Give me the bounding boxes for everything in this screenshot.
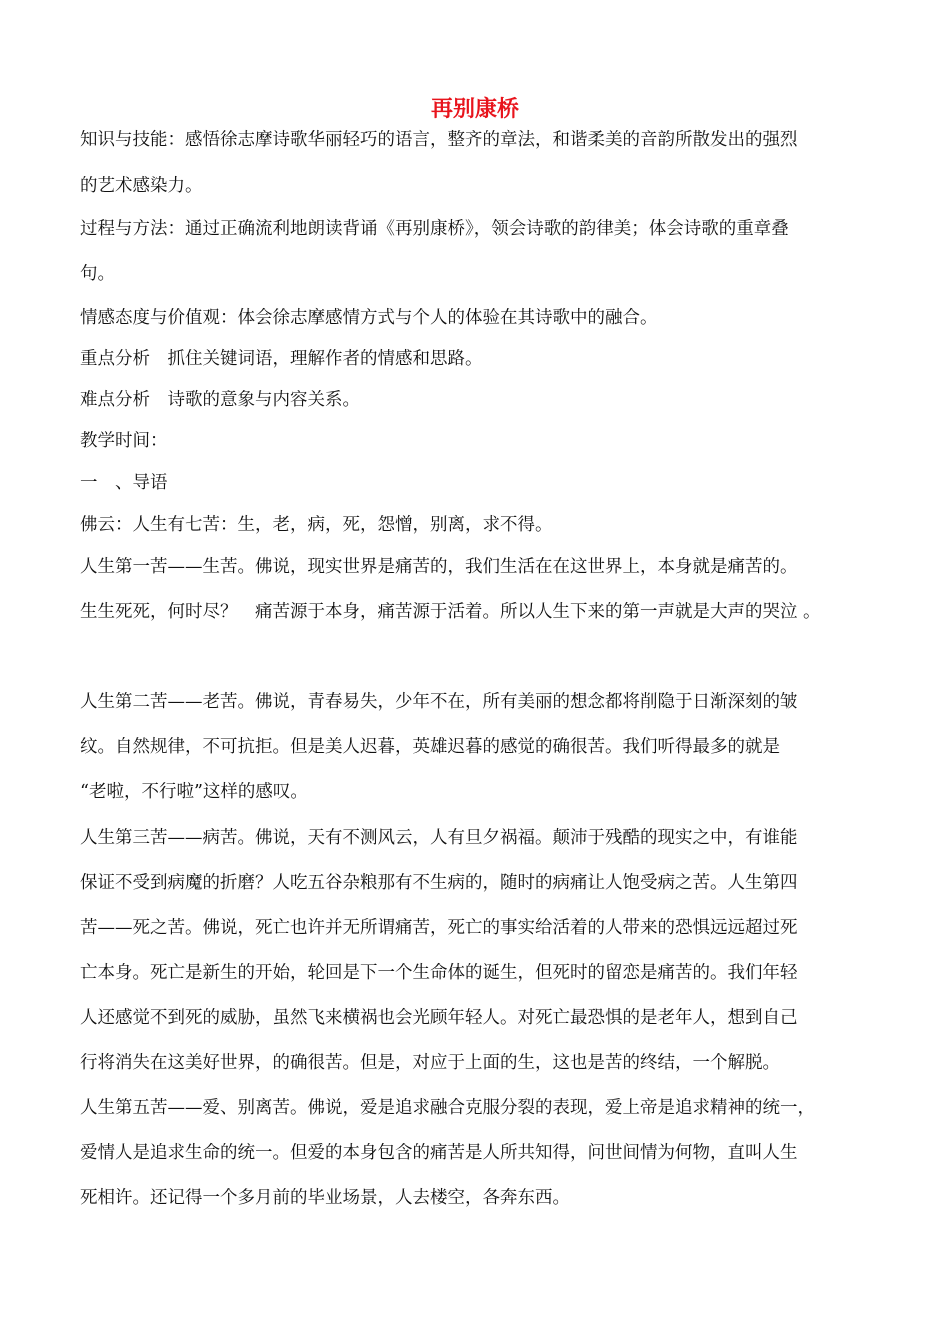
objective-knowledge-line-2: 的艺术感染力。: [80, 176, 203, 196]
key-point-line: 重点分析 抓住关键词语，理解作者的情感和思路。: [80, 349, 483, 369]
section-heading-intro: 一 、导语: [80, 473, 168, 493]
objective-process-line-2: 句。: [80, 264, 115, 284]
document-title: 再别康桥: [430, 97, 519, 122]
paragraph-separation-line-2: 爱情人是追求生命的统一。但爱的本身包含的痛苦是人所共知得，问世间情为何物，直叫人生: [80, 1143, 798, 1163]
teaching-time-line: 教学时间：: [80, 431, 168, 451]
paragraph-death-line-3: 人还感觉不到死的威胁，虽然飞来横祸也会光顾年轻人。对死亡最恐惧的是老年人，想到自己: [80, 1008, 798, 1028]
objective-knowledge-line-1: 知识与技能：感悟徐志摩诗歌华丽轻巧的语言，整齐的章法，和谐柔美的音韵所散发出的强烈: [80, 130, 798, 150]
paragraph-separation-line-1: 人生第五苦——爱、别离苦。佛说，爱是追求融合克服分裂的表现，爱上帝是追求精神的统一，: [80, 1098, 815, 1118]
objective-process-line-1: 过程与方法：通过正确流利地朗读背诵《再别康桥》，领会诗歌的韵律美；体会诗歌的重章叠: [80, 219, 789, 239]
paragraph-birth-line-2: 生生死死，何时尽？ 痛苦源于本身，痛苦源于活着。所以人生下来的第一声就是大声的哭泣 。: [80, 602, 821, 622]
paragraph-illness-line-1: 人生第三苦——病苦。佛说，天有不测风云，人有旦夕祸福。颠沛于残酷的现实之中，有谁能: [80, 828, 798, 848]
objective-emotion-line: 情感态度与价值观：体会徐志摩感情方式与个人的体验在其诗歌中的融合。: [80, 308, 658, 328]
paragraph-seven-sufferings: 佛云：人生有七苦：生，老，病，死，怨憎，别离，求不得。: [80, 515, 553, 535]
paragraph-aging-line-2: 纹。自然规律，不可抗拒。但是美人迟暮，英雄迟暮的感觉的确很苦。我们听得最多的就是: [80, 737, 780, 757]
paragraph-death-line-2: 亡本身。死亡是新生的开始，轮回是下一个生命体的诞生，但死时的留恋是痛苦的。我们年轻: [80, 963, 798, 983]
paragraph-separation-line-3: 死相许。还记得一个多月前的毕业场景，人去楼空，各奔东西。: [80, 1188, 570, 1208]
paragraph-death-line-1: 苦——死之苦。佛说，死亡也许并无所谓痛苦，死亡的事实给活着的人带来的恐惧远远超过死: [80, 918, 798, 938]
difficult-point-line: 难点分析 诗歌的意象与内容关系。: [80, 390, 360, 410]
paragraph-birth-line-1: 人生第一苦——生苦。佛说，现实世界是痛苦的，我们生活在在这世界上，本身就是痛苦的。: [80, 557, 798, 577]
paragraph-aging-line-1: 人生第二苦——老苦。佛说，青春易失，少年不在，所有美丽的想念都将削隐于日渐深刻的皱: [80, 692, 798, 712]
paragraph-death-line-4: 行将消失在这美好世界，的确很苦。但是，对应于上面的生，这也是苦的终结，一个解脱。: [80, 1053, 780, 1073]
paragraph-aging-line-3: “老啦，不行啦”这样的感叹。: [80, 782, 308, 802]
paragraph-illness-line-2: 保证不受到病魔的折磨？人吃五谷杂粮那有不生病的，随时的病痛让人饱受病之苦。人生第四: [80, 873, 798, 893]
